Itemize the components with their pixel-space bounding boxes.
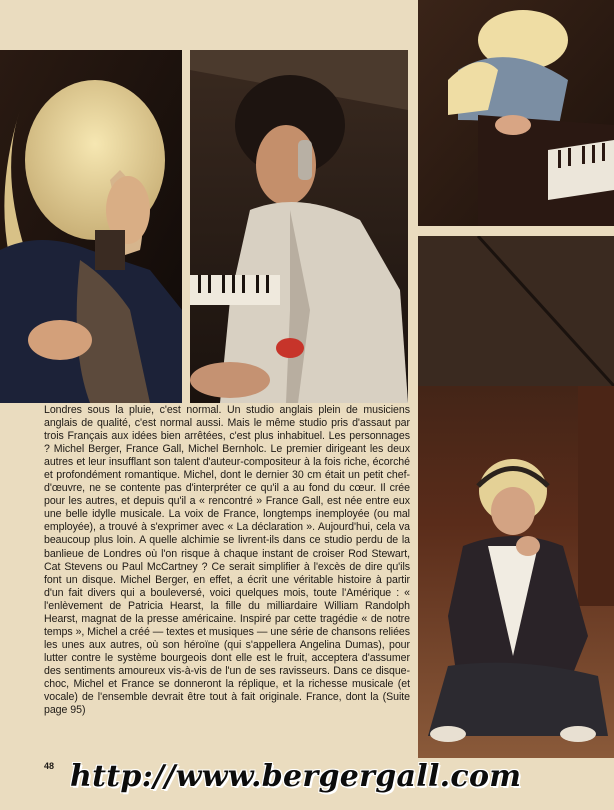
article-body: Londres sous la pluie, c'est normal. Un studio anglais plein de musiciens anglais de qualité, c'est normal aussi. Mais le même studio pris d'assaut par trois Français aux idées bien arrêtées, c'est plus inhabituel. Les personnages ? Michel Berger, France Gall, Michel Bernholc. Le premier dirigeant les deux autres et leur insufflant son talent d'auteur-compositeur à la fois riche, écorché et profondément romantique. Michel, dont le dernier 30 cm était un petit chef-d'œuvre, ne se contente pas d'interpréter ce qu'il a au fond du cœur. Il crée pour les autres, et depuis qu'il a « rencontré » France Gall, est née entre eux une belle idylle musicale. La voix de France, longtemps inemployée (ou mal employée), a trouvé à s'exprimer avec « La déclaration ». Aujourd'hui, cela va beaucoup plus loin. A quelle alchimie se livrent-ils dans ce studio perdu de la banlieue de Londres où l'on risque à chaque instant de croiser Rod Stewart, Cat Stevens ou Paul McCartney ? Ce serait simplifier à l'excès de dire qu'ils font un disque. Michel Berger, en effet, a écrit une véritable histoire à partir d'un fait divers qui a bouleversé, voici quelques mois, toute l'Amérique : « l'enlèvement de Patricia Hearst, la fille du milliardaire William Randolph Hearst, magnat de la presse américaine. Inspiré par cette tragédie « de notre temps », Michel a créé — textes et musiques — une série de chansons reliées les unes aux autres, où son héroïne (qui s'appellera Angelina Dumas), pour lutter contre le système bourgeois dont elle est le fruit, acceptera d'assumer des sentiments amoureux vis-à-vis de l'un de ses ravisseurs. Dans ce disque-choc, Michel et France se donneront la réplique, et la richesse musicale (et vocale) de l'ensemble devrait être tout à fait originale. France, dont la (Suite page 95) [44, 404, 410, 717]
photo-pianist-with-headphones [190, 50, 408, 403]
page-number: 48 [44, 761, 55, 771]
photo-singer-at-piano [418, 0, 614, 226]
photo-singer-seated-on-floor [418, 236, 614, 758]
watermark-url: http://www.bergergall.com [70, 759, 522, 794]
article-text [44, 404, 410, 717]
photo-singer-with-headphones [0, 50, 182, 403]
